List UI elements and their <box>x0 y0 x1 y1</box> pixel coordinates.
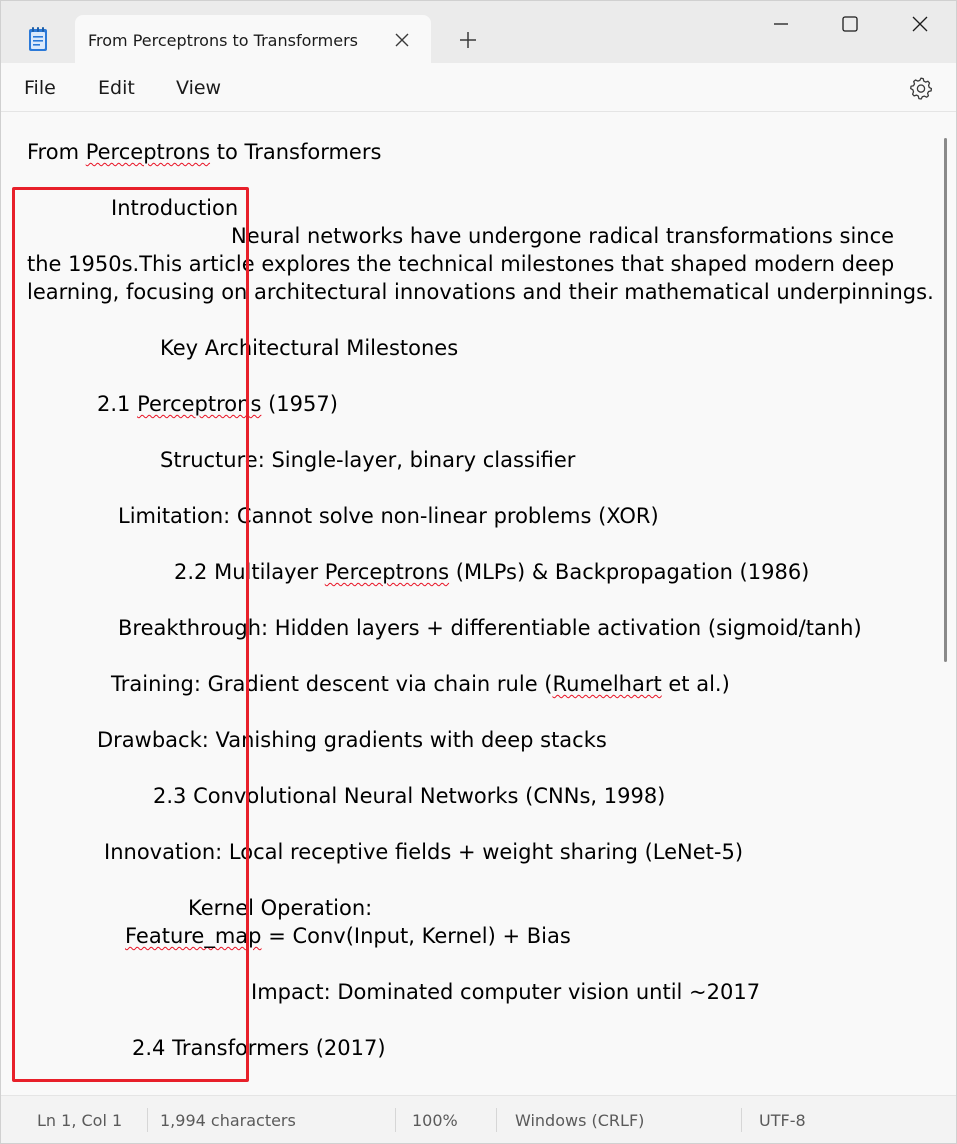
status-divider <box>395 1108 396 1132</box>
menu-file[interactable]: File <box>24 77 56 99</box>
tab-title: From Perceptrons to Transformers <box>88 31 359 50</box>
document-line: learning, focusing on architectural innovations and their mathematical underpinnings. <box>27 280 934 304</box>
status-divider <box>741 1108 742 1132</box>
menu-bar <box>1 63 956 112</box>
document-line: Training: Gradient descent via chain rule (Rumelhart et al.) <box>111 672 730 696</box>
document-line: 2.1 Perceptrons (1957) <box>97 392 338 416</box>
document-line: 2.4 Transformers (2017) <box>132 1036 386 1060</box>
document-line: the 1950s.This article explores the technical milestones that shaped modern deep <box>27 252 895 276</box>
tab-document[interactable] <box>75 15 431 64</box>
misspelled-word: Feature_map <box>125 924 262 948</box>
document-line: Kernel Operation: <box>188 896 373 920</box>
cursor-position: Ln 1, Col 1 <box>37 1111 123 1130</box>
misspelled-word: Perceptrons <box>324 560 450 584</box>
encoding[interactable]: UTF-8 <box>759 1111 806 1130</box>
document-line: 2.2 Multilayer Perceptrons (MLPs) & Backpropagation (1986) <box>174 560 810 584</box>
line-ending[interactable]: Windows (CRLF) <box>515 1111 645 1130</box>
misspelled-word: Perceptrons <box>85 140 211 164</box>
document-line: Structure: Single-layer, binary classifier <box>160 448 576 472</box>
misspelled-word: Rumelhart <box>552 672 662 696</box>
status-divider <box>147 1108 148 1132</box>
close-icon[interactable] <box>909 13 931 35</box>
character-count: 1,994 characters <box>160 1111 296 1130</box>
maximize-icon[interactable] <box>839 13 861 35</box>
document-line: Innovation: Local receptive fields + weight sharing (LeNet-5) <box>104 840 744 864</box>
title-bar <box>1 1 956 63</box>
document-line: From Perceptrons to Transformers <box>27 140 382 164</box>
document-line: Impact: Dominated computer vision until ~2017 <box>251 980 761 1004</box>
vertical-scrollbar[interactable] <box>944 138 947 662</box>
menu-edit[interactable]: Edit <box>98 77 135 99</box>
plus-icon[interactable] <box>457 29 479 51</box>
status-bar <box>1 1095 956 1144</box>
document-line: Neural networks have undergone radical transformations since <box>231 224 895 248</box>
notepad-icon <box>27 26 49 52</box>
document-line: Drawback: Vanishing gradients with deep stacks <box>97 728 607 752</box>
document-line: Limitation: Cannot solve non-linear problems (XOR) <box>118 504 659 528</box>
close-icon[interactable] <box>390 28 414 52</box>
document-line: Feature_map = Conv(Input, Kernel) + Bias <box>125 924 571 948</box>
document-line: Introduction <box>111 196 239 220</box>
document-line: 2.3 Convolutional Neural Networks (CNNs, 1998) <box>153 784 666 808</box>
menu-view[interactable]: View <box>176 77 222 99</box>
highlight-box <box>12 187 249 1082</box>
document-line: Breakthrough: Hidden layers + differentiable activation (sigmoid/tanh) <box>118 616 862 640</box>
status-divider <box>496 1108 497 1132</box>
misspelled-word: Perceptrons <box>137 392 262 416</box>
minimize-icon[interactable] <box>770 13 792 35</box>
gear-icon[interactable] <box>908 75 934 101</box>
zoom-level[interactable]: 100% <box>412 1111 458 1130</box>
document-line: Key Architectural Milestones <box>160 336 459 360</box>
